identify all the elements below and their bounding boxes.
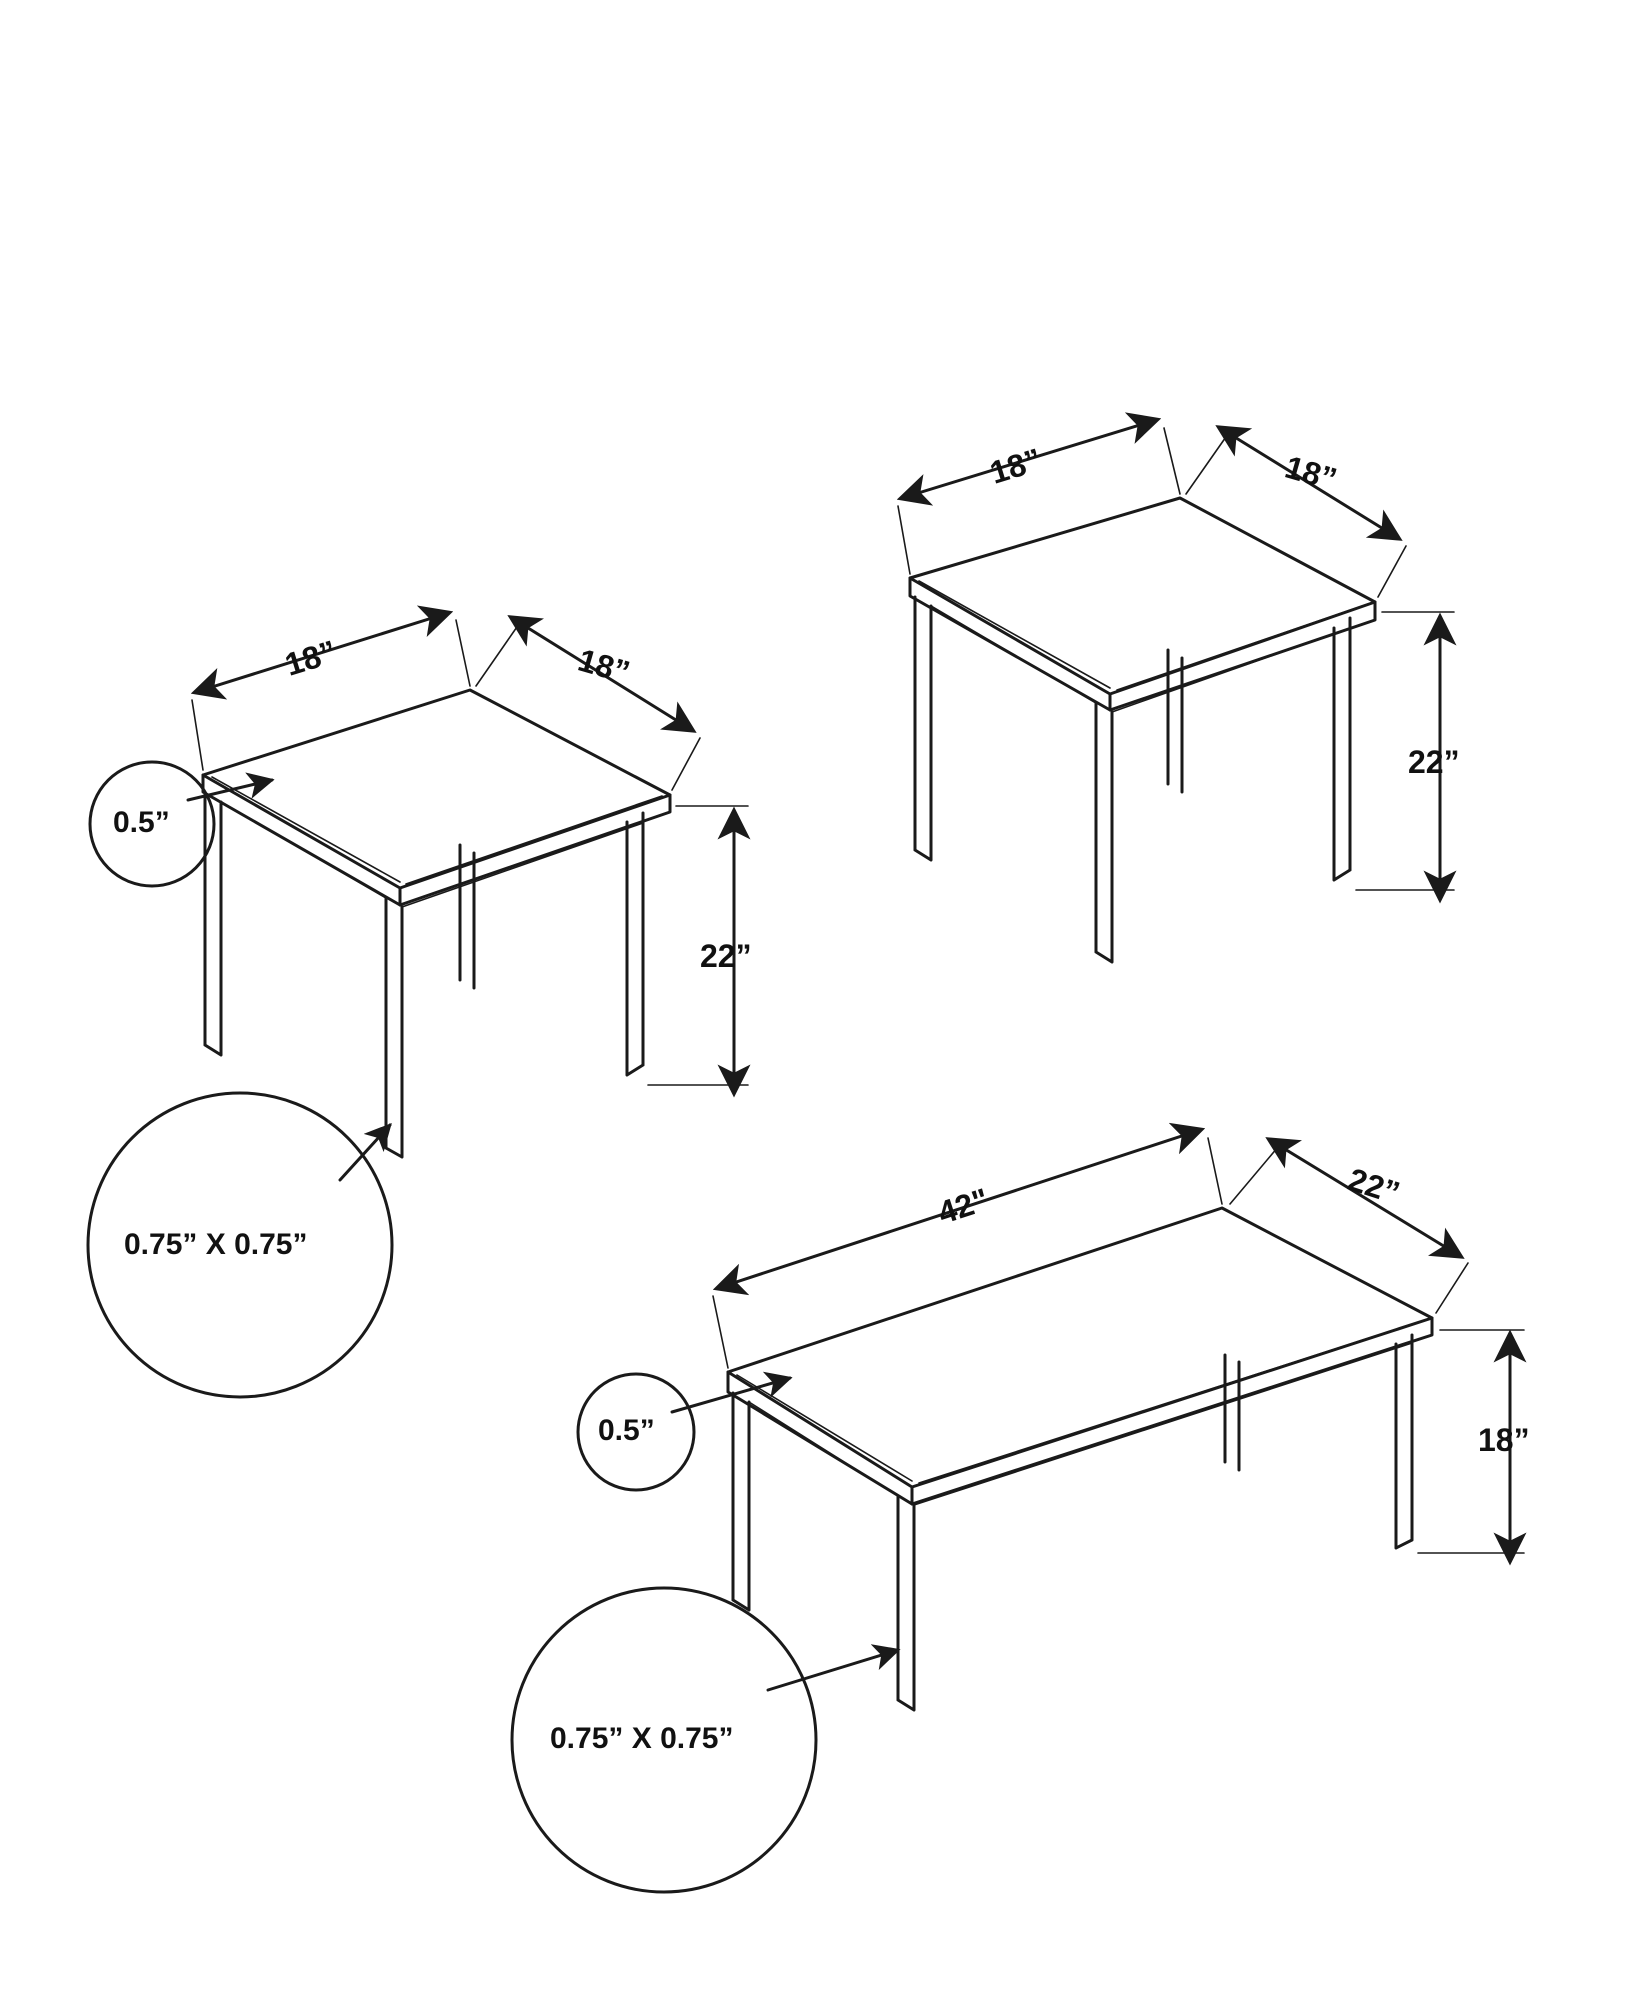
coffee-table-width-label: 42" xyxy=(933,1181,993,1231)
right-table-depth-label: 18” xyxy=(1281,448,1341,498)
left-table-leg-label: 0.75” X 0.75” xyxy=(124,1228,308,1261)
left-table-height-label: 22” xyxy=(700,938,752,974)
right-table-drawing xyxy=(910,498,1375,962)
right-table-width-label: 18” xyxy=(985,441,1046,491)
left-table-thickness-label: 0.5” xyxy=(113,806,170,839)
right-table-height-label: 22” xyxy=(1408,744,1460,780)
left-table-depth-label: 18” xyxy=(574,641,634,691)
coffee-table-height-label: 18” xyxy=(1478,1422,1530,1458)
coffee-table-drawing xyxy=(728,1208,1432,1710)
left-table-drawing xyxy=(203,690,670,1157)
coffee-table-leg-label: 0.75” X 0.75” xyxy=(550,1722,734,1755)
left-table-width-label: 18” xyxy=(280,633,341,683)
coffee-table-thickness-label: 0.5” xyxy=(598,1414,655,1447)
coffee-table-depth-label: 22” xyxy=(1343,1160,1405,1212)
